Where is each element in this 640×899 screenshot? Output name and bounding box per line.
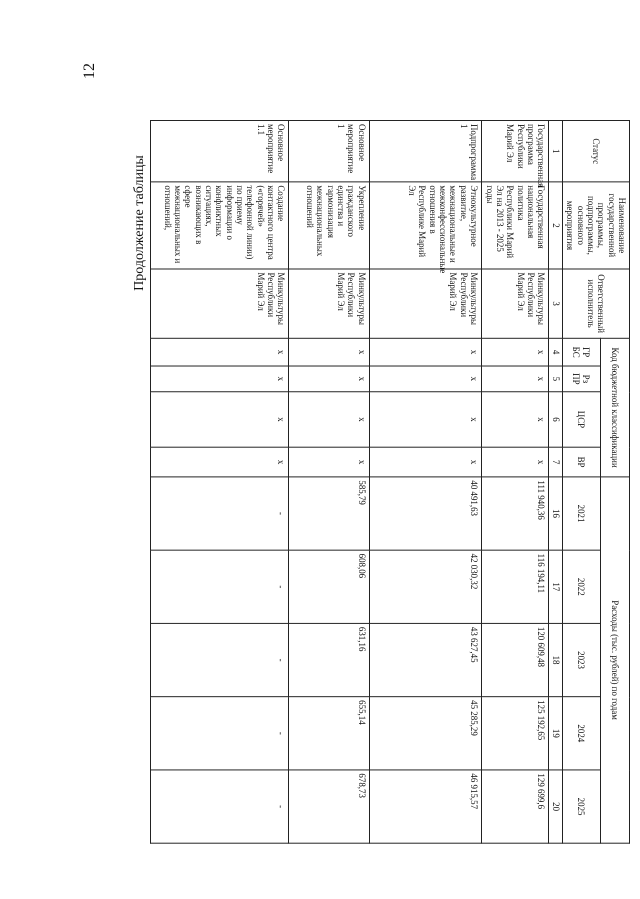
row-grbs: х <box>482 338 549 366</box>
header-year-2022: 2022 <box>562 550 600 623</box>
row-rzpr: х <box>369 366 481 392</box>
row-value-2025: 678,73 <box>289 770 369 843</box>
col-index: 3 <box>549 269 562 338</box>
col-index: 1 <box>549 120 562 181</box>
row-value-2023: 120 609,48 <box>482 623 549 696</box>
row-value-2023: 43 627,45 <box>369 623 481 696</box>
column-index-row <box>549 120 562 843</box>
col-index: 20 <box>549 770 562 843</box>
col-index: 5 <box>549 366 562 392</box>
row-grbs: х <box>289 338 369 366</box>
row-executor: Минкультуры Республики Марий Эл <box>289 269 369 338</box>
row-csr: х <box>151 392 290 447</box>
row-grbs: х <box>151 338 290 366</box>
row-name: Государственная национальная политика Республики Марий Эл на 2013 - 2025 годы <box>482 182 549 269</box>
table-row <box>151 120 290 843</box>
header-rzpr: Рз ПР <box>562 366 600 392</box>
row-value-2022: 608,06 <box>289 550 369 623</box>
table-row <box>289 120 369 843</box>
row-value-2024: - <box>151 697 290 770</box>
row-executor: Минкультуры Республики Марий Эл <box>482 269 549 338</box>
header-year-2024: 2024 <box>562 697 600 770</box>
header-executor: Ответственный исполнитель <box>562 269 629 338</box>
header-year-2023: 2023 <box>562 623 600 696</box>
rotated-table-wrapper <box>150 120 630 816</box>
row-csr: х <box>369 392 481 447</box>
col-index: 2 <box>549 182 562 269</box>
header-vr: ВР <box>562 447 600 477</box>
row-status: Подпрограмма 1 <box>369 120 481 181</box>
table-row <box>369 120 481 843</box>
row-grbs: х <box>369 338 481 366</box>
row-value-2022: - <box>151 550 290 623</box>
row-value-2022: 42 030,32 <box>369 550 481 623</box>
col-index: 18 <box>549 623 562 696</box>
row-name: Создание контактного центра («горячей» телефонной линии) по приему информации о конфликтных ситуациях, возникающих в сфере межнациональных и отношений, <box>151 182 290 269</box>
row-name: Укрепление гражданского единства и гармонизация межнациональных отношений <box>289 182 369 269</box>
row-name: Этнокультурное развитие, межнациональные и межконфессиональные отношения в Республике Марий Эл <box>369 182 481 269</box>
row-rzpr: х <box>289 366 369 392</box>
row-value-2024: 45 285,29 <box>369 697 481 770</box>
col-index: 19 <box>549 697 562 770</box>
header-year-2021: 2021 <box>562 477 600 550</box>
col-index: 6 <box>549 392 562 447</box>
header-name: Наименование государственной программы, подпрограммы, основного мероприятия <box>562 182 629 269</box>
row-value-2025: 46 915,57 <box>369 770 481 843</box>
header-expenses: Расходы (тыс. рублей) по годам <box>600 477 629 843</box>
row-rzpr: х <box>482 366 549 392</box>
header-grbs: ГР БС <box>562 338 600 366</box>
row-value-2021: - <box>151 477 290 550</box>
row-value-2023: 631,16 <box>289 623 369 696</box>
row-executor: Минкультуры Республики Марий Эл <box>151 269 290 338</box>
expenses-table <box>150 120 630 844</box>
row-executor: Минкультуры Республики Марий Эл <box>369 269 481 338</box>
header-year-2025: 2025 <box>562 770 600 843</box>
header-status: Статус <box>562 120 629 181</box>
col-index: 17 <box>549 550 562 623</box>
row-value-2024: 655,14 <box>289 697 369 770</box>
row-rzpr: х <box>151 366 290 392</box>
header-budget-code: Код бюджетной классификации <box>600 338 629 477</box>
row-value-2024: 125 192,65 <box>482 697 549 770</box>
row-value-2023: - <box>151 623 290 696</box>
row-value-2021: 111 940,36 <box>482 477 549 550</box>
row-value-2021: 40 491,63 <box>369 477 481 550</box>
row-status: Основное мероприятие 1.1 <box>151 120 290 181</box>
col-index: 4 <box>549 338 562 366</box>
page-number: 12 <box>81 63 98 79</box>
row-value-2022: 116 194,11 <box>482 550 549 623</box>
col-index: 16 <box>549 477 562 550</box>
row-vr: х <box>482 447 549 477</box>
row-vr: х <box>289 447 369 477</box>
row-value-2025: 129 699,6 <box>482 770 549 843</box>
row-value-2025: - <box>151 770 290 843</box>
row-value-2021: 585,79 <box>289 477 369 550</box>
row-csr: х <box>482 392 549 447</box>
row-vr: х <box>369 447 481 477</box>
row-vr: х <box>151 447 290 477</box>
row-status: Государственная программа Республики Марий Эл <box>482 120 549 181</box>
col-index: 7 <box>549 447 562 477</box>
row-csr: х <box>289 392 369 447</box>
header-csr: ЦСР <box>562 392 600 447</box>
table-row <box>482 120 549 843</box>
row-status: Основное мероприятие 1 <box>289 120 369 181</box>
table-caption: Продолжение таблицы <box>132 155 147 291</box>
